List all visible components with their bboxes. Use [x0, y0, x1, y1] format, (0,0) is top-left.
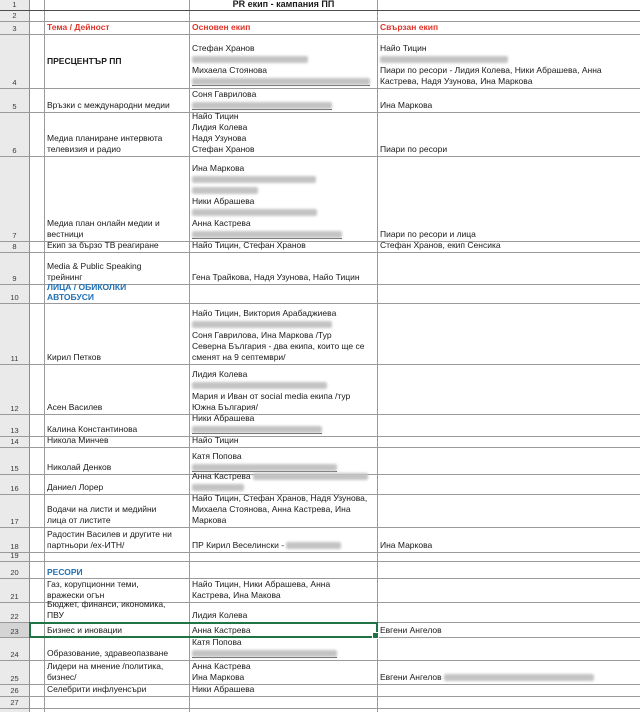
cell-text-line: Найо Тицин, Виктория Арабаджиева: [192, 308, 337, 318]
cell-text-line: Катя Попова: [192, 451, 242, 461]
cell-text-line: Лидия Колева: [192, 369, 248, 379]
row-header-11[interactable]: 11: [0, 304, 30, 364]
cell-A25[interactable]: [30, 661, 45, 684]
cell-C23[interactable]: [190, 623, 378, 637]
cell-B5[interactable]: [45, 89, 190, 112]
cell-D19[interactable]: [378, 553, 640, 561]
table-row: [0, 282, 640, 304]
row-header-24[interactable]: 24: [0, 638, 30, 660]
cell-text-line: [192, 76, 375, 87]
cell-text-line: Найо Тицин, Ники Абрашева, Анна: [192, 579, 331, 589]
cell-text-line: Калина Константинова: [47, 424, 138, 434]
cell-text-line: Тема / Дейност: [47, 22, 110, 32]
cell-text-line: лица от листите: [47, 515, 111, 525]
row-header-8[interactable]: 8: [0, 242, 30, 252]
table-row: [0, 415, 640, 437]
row-header-27[interactable]: 27: [0, 697, 30, 708]
cell-B26[interactable]: [45, 685, 190, 696]
cell-A8[interactable]: [30, 242, 45, 252]
row-header-23[interactable]: 23: [0, 623, 30, 637]
cell-B13[interactable]: [45, 415, 190, 436]
redacted-text: [192, 321, 332, 328]
cell-D2[interactable]: [378, 11, 640, 21]
cell-text-line: Асен Василев: [47, 402, 103, 412]
table-row: [0, 437, 640, 448]
row-header-10[interactable]: 10: [0, 285, 30, 303]
cell-D4[interactable]: [378, 35, 640, 88]
cell-B10[interactable]: [45, 282, 190, 303]
cell-text-line: Евгени Ангелов: [380, 625, 442, 635]
cell-D14[interactable]: [378, 437, 640, 447]
cell-text-line: Найо Тицин, Стефан Хранов, Надя Узунова,: [192, 493, 368, 503]
table-row: [0, 365, 640, 415]
cell-B18[interactable]: [45, 528, 190, 552]
cell-C17[interactable]: [190, 495, 378, 527]
cell-text-line: вражески огън: [47, 590, 105, 600]
cell-text-line: ЛИЦА / ОБИКОЛКИ: [47, 282, 127, 292]
cell-B8[interactable]: [45, 242, 190, 252]
cell-C4[interactable]: [190, 35, 378, 88]
table-row: [0, 661, 640, 685]
cell-A3[interactable]: [30, 22, 45, 34]
cell-text-line: Найо Тицин: [192, 435, 239, 445]
redacted-text: [192, 187, 258, 194]
cell-A14[interactable]: [30, 437, 45, 447]
row-header-5[interactable]: 5: [0, 89, 30, 112]
cell-C25[interactable]: [190, 661, 378, 684]
cell-B20[interactable]: [45, 562, 190, 578]
table-row: [0, 89, 640, 113]
cell-text-line: Анна Кастрева: [192, 218, 251, 228]
cell-D11[interactable]: [378, 304, 640, 364]
cell-B6[interactable]: [45, 113, 190, 156]
cell-text-line: Свързан екип: [380, 22, 439, 32]
cell-C22[interactable]: [190, 603, 378, 622]
redacted-text: [444, 674, 594, 681]
cell-text-line: [192, 229, 375, 240]
cell-text-line: Анна Кастрева: [192, 625, 251, 635]
cell-C14[interactable]: [190, 437, 378, 447]
cell-C1[interactable]: [190, 0, 378, 10]
cell-A24[interactable]: [30, 638, 45, 660]
cell-text-line: Найо Тицин: [192, 111, 239, 121]
row-header-2[interactable]: 2: [0, 11, 30, 21]
cell-D22[interactable]: [378, 603, 640, 622]
cell-text-line: Радостин Василев и другите ни: [47, 529, 172, 539]
cell-text-line: Селебрити инфлуенсъри: [47, 684, 147, 694]
cell-D8[interactable]: [378, 242, 640, 252]
cell-text-line: РЕСОРИ: [47, 567, 83, 577]
cell-text-line: Бюджет, финанси, икономика,: [47, 599, 166, 609]
cell-text-line: [192, 54, 375, 65]
cell-text-line: телевизия и радио: [47, 144, 121, 154]
cell-text-line: [192, 207, 375, 218]
cell-A21[interactable]: [30, 579, 45, 602]
cell-A1[interactable]: [30, 0, 45, 10]
cell-D25[interactable]: [378, 661, 640, 684]
cell-text-line: Михаела Стоянова: [192, 65, 268, 75]
cell-C20[interactable]: [190, 562, 378, 578]
redacted-text: [253, 473, 368, 480]
cell-C10[interactable]: [190, 285, 378, 303]
cell-A7[interactable]: [30, 157, 45, 241]
cell-text-line: Бизнес и иновации: [47, 625, 123, 635]
cell-A9[interactable]: [30, 253, 45, 284]
row-header-7[interactable]: 7: [0, 157, 30, 241]
cell-text-line: Media & Public Speaking: [47, 261, 142, 271]
table-row: [0, 495, 640, 528]
cell-text-line: Мария и Иван от social media екипа /тур: [192, 391, 351, 401]
redacted-text: [286, 542, 341, 549]
cell-A6[interactable]: [30, 113, 45, 156]
row-header-17[interactable]: 17: [0, 495, 30, 527]
cell-text-line: [192, 174, 375, 185]
table-row: [0, 638, 640, 661]
cell-B1[interactable]: [45, 0, 190, 10]
cell-text-line: Кирил Петков: [47, 352, 102, 362]
cell-text-line: Гена Трайкова, Надя Узунова, Найо Тицин: [192, 272, 360, 282]
table-row: [0, 253, 640, 285]
redacted-link: [192, 102, 332, 110]
cell-A2[interactable]: [30, 11, 45, 21]
cell-text-line: [192, 100, 375, 111]
cell-text-line: Връзки с международни медии: [47, 100, 170, 110]
row-header-21[interactable]: 21: [0, 579, 30, 602]
cell-B9[interactable]: [45, 253, 190, 284]
cell-A11[interactable]: [30, 304, 45, 364]
row-header-15[interactable]: 15: [0, 448, 30, 474]
cell-text-line: [192, 648, 375, 659]
cell-text-line: Стефан Хранов, екип Сенсика: [380, 240, 501, 250]
cell-text-line: Екип за бързо ТВ реагиране: [47, 240, 159, 250]
row-header-12[interactable]: 12: [0, 365, 30, 414]
cell-C18[interactable]: [190, 528, 378, 552]
table-row: [0, 623, 640, 638]
redacted-text: [192, 231, 342, 238]
cell-C24[interactable]: [190, 638, 378, 660]
cell-A18[interactable]: [30, 528, 45, 552]
redacted-text: [192, 650, 337, 657]
cell-text-line: сменят на 9 септември/: [192, 352, 286, 362]
cell-D21[interactable]: [378, 579, 640, 602]
cell-C3[interactable]: [190, 22, 378, 34]
cell-C6[interactable]: [190, 113, 378, 156]
cell-text-line: Ники Абрашева: [192, 684, 255, 694]
cell-B16[interactable]: [45, 475, 190, 494]
cell-D27[interactable]: [378, 697, 640, 708]
row-header-6[interactable]: 6: [0, 113, 30, 156]
table-row: [0, 11, 640, 22]
cell-text-line: Кастрева, Ина Макова: [192, 590, 281, 600]
table-row: [0, 304, 640, 365]
cell-text-line: [192, 380, 375, 391]
cell-text-line: Николай Денков: [47, 462, 112, 472]
cell-text-line: Ина Маркова: [380, 540, 433, 550]
cell-D17[interactable]: [378, 495, 640, 527]
cell-text-line: Соня Гаврилова: [192, 89, 257, 99]
cell-C5[interactable]: [190, 89, 378, 112]
cell-text-line: ПВУ: [47, 610, 64, 620]
cell-text-line: Ина Маркова: [192, 163, 245, 173]
redacted-text: [192, 209, 317, 216]
cell-text-line: Анна Кастрева: [192, 471, 375, 482]
cell-text-line: Кастрева, Надя Узунова, Ина Маркова: [380, 76, 533, 86]
cell-A5[interactable]: [30, 89, 45, 112]
cell-text-line: Медиа план онлайн медии и: [47, 218, 160, 228]
cell-D12[interactable]: [378, 365, 640, 414]
row-header-25[interactable]: 25: [0, 661, 30, 684]
cell-text-line: партньори /ex-ИТН/: [47, 540, 125, 550]
redacted-text: [192, 382, 327, 389]
cell-D16[interactable]: [378, 475, 640, 494]
cell-C12[interactable]: [190, 365, 378, 414]
redacted-link: [192, 426, 322, 434]
cell-B11[interactable]: [45, 304, 190, 364]
cell-text-line: [380, 54, 638, 65]
redacted-text: [192, 56, 308, 63]
cell-C8[interactable]: [190, 242, 378, 252]
cell-text-line: Стефан Хранов: [192, 43, 255, 53]
cell-D1[interactable]: [378, 0, 640, 10]
table-row: [0, 562, 640, 579]
cell-C11[interactable]: [190, 304, 378, 364]
table-row: [0, 22, 640, 35]
cell-D24[interactable]: [378, 638, 640, 660]
cell-C26[interactable]: [190, 685, 378, 696]
redacted-link: [192, 78, 370, 86]
row-header-9[interactable]: 9: [0, 253, 30, 284]
cell-D26[interactable]: [378, 685, 640, 696]
row-header-4[interactable]: 4: [0, 35, 30, 88]
cell-text-line: Надя Узунова: [192, 133, 247, 143]
cell-text-line: Стефан Хранов: [192, 144, 255, 154]
cell-text-line: Образование, здравеопазване: [47, 648, 169, 658]
cell-text-line: Ники Абрашева: [192, 196, 255, 206]
cell-A16[interactable]: [30, 475, 45, 494]
cell-B2[interactable]: [45, 11, 190, 21]
cell-A4[interactable]: [30, 35, 45, 88]
cell-A20[interactable]: [30, 562, 45, 578]
cell-D18[interactable]: [378, 528, 640, 552]
cell-text-line: бизнес/: [47, 672, 77, 682]
row-header-22[interactable]: 22: [0, 603, 30, 622]
cell-text-line: Пиари по ресори: [380, 144, 448, 154]
row-header-14[interactable]: 14: [0, 437, 30, 447]
redacted-text: [192, 426, 322, 433]
cell-B25[interactable]: [45, 661, 190, 684]
cell-B3[interactable]: [45, 22, 190, 34]
table-row: [0, 471, 640, 495]
cell-D20[interactable]: [378, 562, 640, 578]
row-header-20[interactable]: 20: [0, 562, 30, 578]
table-row: [0, 528, 640, 553]
cell-text-line: Северна България - два екипа, които ще се: [192, 341, 365, 351]
cell-text-line: PR екип - кампания ПП: [232, 0, 335, 9]
cell-C7[interactable]: [190, 157, 378, 241]
cell-B17[interactable]: [45, 495, 190, 527]
cell-B22[interactable]: [45, 599, 190, 622]
cell-text-line: ПР Кирил Веселински -: [192, 540, 375, 551]
cell-text-line: Соня Гаврилова, Ина Маркова /Тур: [192, 330, 332, 340]
redacted-text: [192, 484, 244, 491]
cell-text-line: ПРЕСЦЕНТЪР ПП: [47, 55, 122, 66]
cell-A23[interactable]: [30, 623, 45, 637]
cell-D7[interactable]: [378, 157, 640, 241]
redacted-text: [192, 102, 332, 109]
cell-A22[interactable]: [30, 603, 45, 622]
table-row: [0, 242, 640, 253]
cell-text-line: Михаела Стоянова, Анна Кастрева, Ина: [192, 504, 351, 514]
table-row: [0, 697, 640, 709]
cell-D9[interactable]: [378, 253, 640, 284]
cell-D10[interactable]: [378, 285, 640, 303]
row-header-18[interactable]: 18: [0, 528, 30, 552]
row-header-19[interactable]: 19: [0, 553, 30, 561]
cell-text-line: Ники Абрашева: [192, 413, 255, 423]
cell-text-line: Евгени Ангелов: [380, 672, 638, 683]
cell-B14[interactable]: [45, 437, 190, 447]
redacted-text: [192, 176, 316, 183]
cell-text-line: [192, 319, 375, 330]
cell-text-line: Ина Маркова: [192, 672, 245, 682]
cell-text-line: АВТОБУСИ: [47, 292, 94, 302]
redacted-link: [192, 231, 342, 239]
cell-text-line: Лидери на мнение /политика,: [47, 661, 164, 671]
cell-text-line: [192, 424, 375, 435]
row-header-3[interactable]: 3: [0, 22, 30, 34]
cell-B24[interactable]: [45, 638, 190, 660]
cell-A10[interactable]: [30, 285, 45, 303]
table-row: [0, 0, 640, 11]
row-header-26[interactable]: 26: [0, 685, 30, 696]
cell-text-line: Ина Маркова: [380, 100, 433, 110]
cell-text-line: Найо Тицин, Стефан Хранов: [192, 240, 306, 250]
cell-text-line: Лидия Колева: [192, 610, 248, 620]
row-header-13[interactable]: 13: [0, 415, 30, 436]
table-row: [0, 599, 640, 623]
cell-text-line: Найо Тицин: [380, 43, 427, 53]
cell-C13[interactable]: [190, 415, 378, 436]
cell-text-line: Катя Попова: [192, 637, 242, 647]
cell-text-line: Лидия Колева: [192, 122, 248, 132]
table-row: [0, 157, 640, 242]
cell-B7[interactable]: [45, 157, 190, 241]
table-row: [0, 685, 640, 697]
cell-C9[interactable]: [190, 253, 378, 284]
cell-text-line: вестници: [47, 229, 84, 239]
cell-B27[interactable]: [45, 697, 190, 708]
cell-A19[interactable]: [30, 553, 45, 561]
cell-C27[interactable]: [190, 697, 378, 708]
cell-text-line: [192, 185, 375, 196]
cell-B4[interactable]: [45, 35, 190, 88]
cell-text-line: Пиари по ресори - Лидия Колева, Ники Абрашева, Анна: [380, 65, 602, 75]
redacted-text: [380, 56, 508, 63]
cell-D13[interactable]: [378, 415, 640, 436]
cell-D3[interactable]: [378, 22, 640, 34]
cell-C16[interactable]: [190, 471, 378, 494]
cell-text-line: [192, 482, 375, 493]
cell-B19[interactable]: [45, 553, 190, 561]
cell-text-line: Никола Минчев: [47, 435, 109, 445]
cell-text-line: Медиа планиране интервюта: [47, 133, 163, 143]
cell-text-line: трейнинг: [47, 272, 83, 282]
cell-D23[interactable]: [378, 623, 640, 637]
redacted-link: [192, 650, 337, 658]
cell-text-line: Южна България/: [192, 402, 258, 412]
cell-text-line: Основен екип: [192, 22, 251, 32]
table-row: [0, 35, 640, 89]
cell-D6[interactable]: [378, 113, 640, 156]
cell-B15[interactable]: [45, 448, 190, 474]
table-row: [0, 113, 640, 157]
cell-B23[interactable]: [45, 623, 190, 637]
cell-C21[interactable]: [190, 579, 378, 602]
cell-text-line: Водачи на листи и медийни: [47, 504, 157, 514]
cell-text-line: Даниел Лорер: [47, 482, 104, 492]
table-row: [0, 553, 640, 562]
redacted-text: [192, 78, 370, 85]
cell-text-line: Газ, корупционни теми,: [47, 579, 139, 589]
cell-A26[interactable]: [30, 685, 45, 696]
cell-A13[interactable]: [30, 415, 45, 436]
cell-A15[interactable]: [30, 448, 45, 474]
fill-handle[interactable]: [372, 632, 379, 639]
cell-C2[interactable]: [190, 11, 378, 21]
cell-text-line: Пиари по ресори и лица: [380, 229, 476, 239]
cell-A17[interactable]: [30, 495, 45, 527]
row-header-1[interactable]: 1: [0, 0, 30, 10]
cell-B12[interactable]: [45, 365, 190, 414]
cell-text-line: Маркова: [192, 515, 227, 525]
cell-text-line: Анна Кастрева: [192, 661, 251, 671]
cell-D5[interactable]: [378, 89, 640, 112]
cell-D15[interactable]: [378, 448, 640, 474]
cell-C19[interactable]: [190, 553, 378, 561]
row-header-16[interactable]: 16: [0, 475, 30, 494]
cell-A12[interactable]: [30, 365, 45, 414]
cell-A27[interactable]: [30, 697, 45, 708]
